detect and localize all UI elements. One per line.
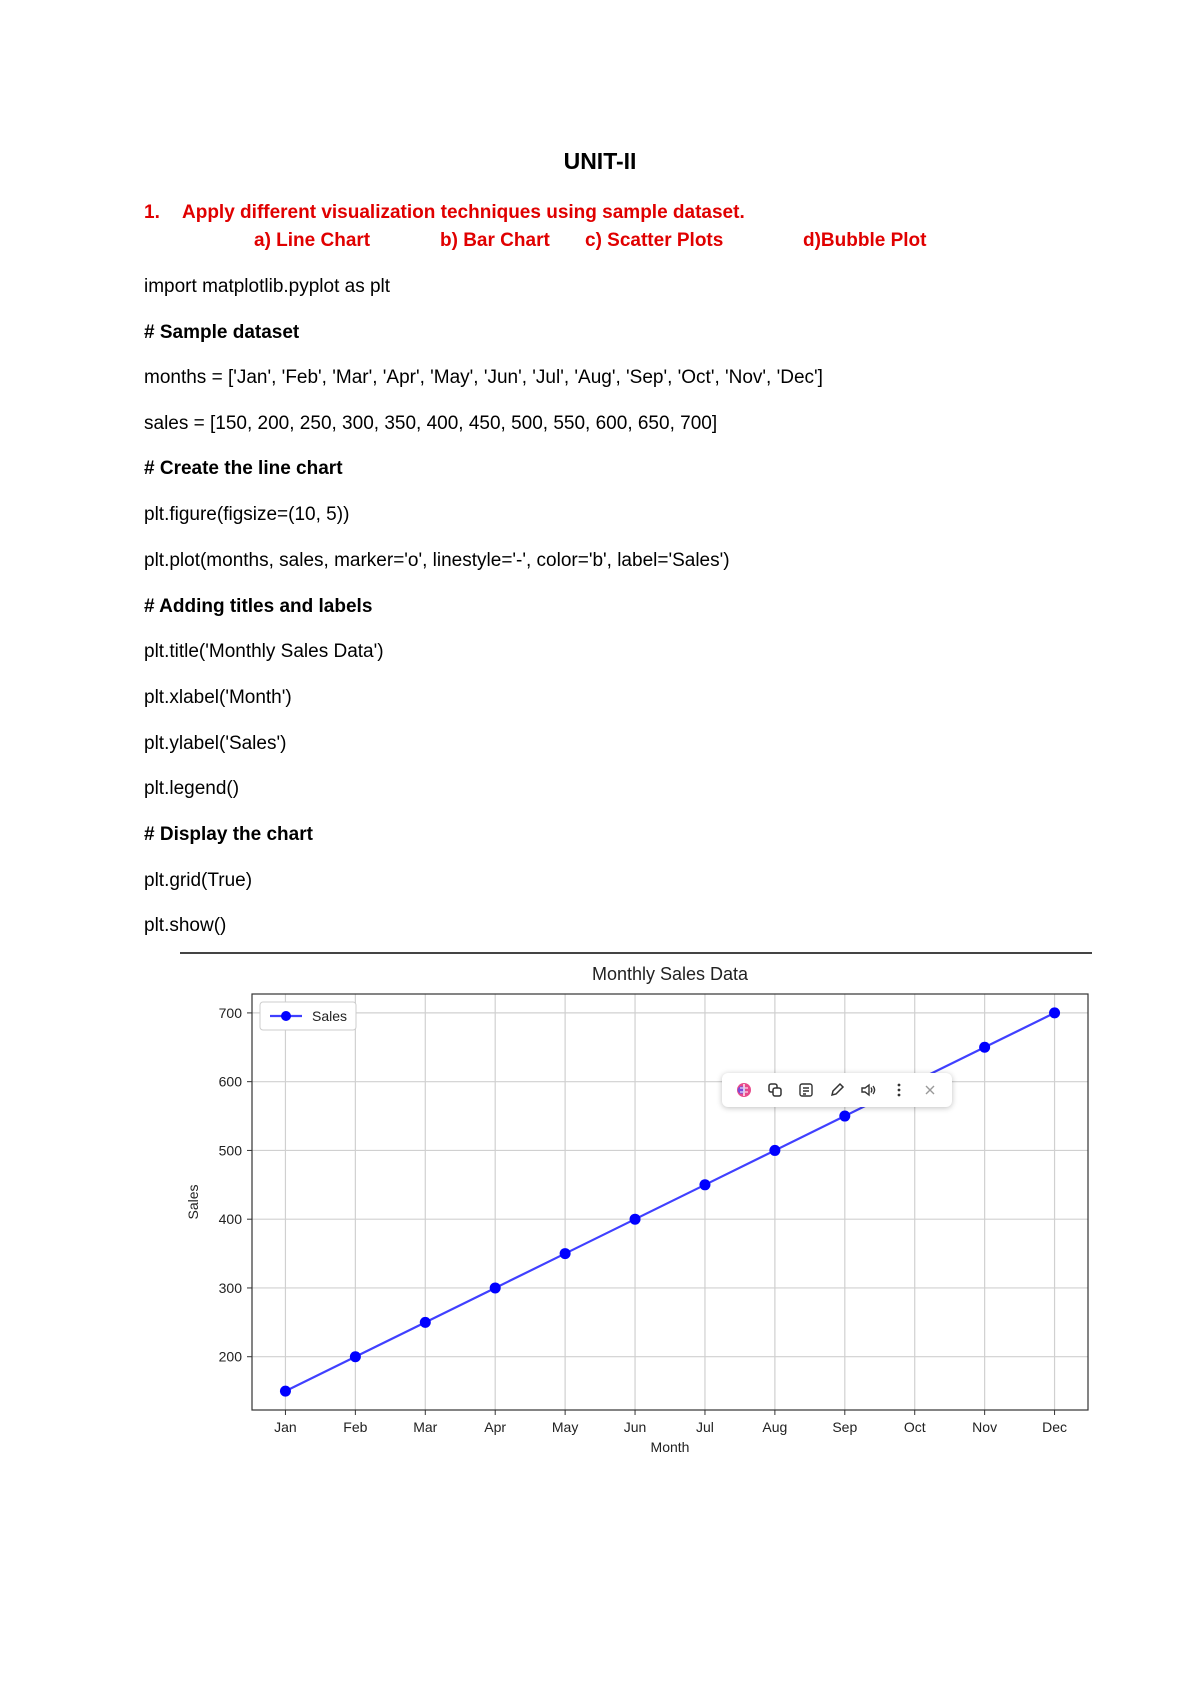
copy-icon[interactable] [764,1079,786,1101]
question-text: Apply different visualization techniques using sample dataset. [182,202,745,223]
y-tick-label: 300 [218,1279,242,1296]
floating-toolbar [722,1073,952,1107]
y-tick-label: 400 [218,1211,242,1228]
x-tick-label: Jul [696,1419,714,1435]
x-tick-label: Aug [762,1419,788,1435]
divider [180,952,1092,954]
option-d: d)Bubble Plot [803,230,927,251]
code-line: plt.figure(figsize=(10, 5)) [144,504,350,525]
x-tick-label: May [551,1419,579,1435]
data-point [839,1111,850,1122]
x-tick-label: Jan [274,1419,297,1435]
data-point [769,1145,780,1156]
code-line: plt.show() [144,915,227,936]
question-number: 1. [144,202,160,223]
y-tick-label: 700 [218,1004,242,1021]
option-c: c) Scatter Plots [585,230,724,251]
more-icon[interactable] [888,1079,910,1101]
close-icon[interactable] [919,1079,941,1101]
code-line: sales = [150, 200, 250, 300, 350, 400, 450, 500, 550, 600, 650, 700] [144,413,718,434]
data-point [420,1317,431,1328]
y-axis-label: Sales [185,1184,201,1220]
chart-title: Monthly Sales Data [591,964,749,984]
x-tick-label: Oct [903,1419,926,1435]
code-comment: # Sample dataset [144,322,300,343]
code-line: plt.title('Monthly Sales Data') [144,641,384,662]
summary-icon[interactable] [795,1079,817,1101]
code-comment: # Display the chart [144,824,313,845]
read-aloud-icon[interactable] [857,1079,879,1101]
code-line: plt.plot(months, sales, marker='o', linestyle='-', color='b', label='Sales') [144,550,730,571]
data-point [560,1248,571,1259]
y-tick-label: 500 [218,1142,242,1159]
data-point [630,1214,641,1225]
data-point [979,1042,990,1053]
code-line: plt.legend() [144,778,240,799]
line-chart [180,958,1092,1458]
x-tick-label: Jun [623,1419,647,1435]
y-tick-label: 200 [218,1348,242,1365]
x-tick-label: Sep [832,1419,858,1435]
code-line: plt.ylabel('Sales') [144,733,287,754]
x-axis-label: Month [650,1439,690,1455]
code-line: plt.grid(True) [144,870,253,891]
series-line-sales [285,1013,1054,1391]
code-line: plt.xlabel('Month') [144,687,292,708]
data-point [699,1179,710,1190]
code-line: import matplotlib.pyplot as plt [144,276,391,297]
question [144,202,745,224]
x-tick-label: Nov [972,1419,998,1435]
x-tick-label: Dec [1042,1419,1068,1435]
legend-label: Sales [312,1008,348,1024]
x-tick-label: Mar [413,1419,438,1435]
x-tick-label: Apr [484,1419,507,1435]
legend-marker [281,1011,291,1021]
data-point [280,1386,291,1397]
x-tick-label: Feb [343,1419,368,1435]
ai-brain-icon[interactable] [733,1079,755,1101]
code-comment: # Adding titles and labels [144,596,373,617]
page-title: UNIT-II [563,148,637,174]
y-tick-label: 600 [218,1073,242,1090]
data-point [1049,1007,1060,1018]
edit-icon[interactable] [826,1079,848,1101]
option-a: a) Line Chart [254,230,371,251]
data-point [490,1282,501,1293]
data-point [350,1351,361,1362]
option-b: b) Bar Chart [440,230,550,251]
code-line: months = ['Jan', 'Feb', 'Mar', 'Apr', 'May', 'Jun', 'Jul', 'Aug', 'Sep', 'Oct', 'Nov', 'Dec'] [144,367,823,388]
code-comment: # Create the line chart [144,458,343,479]
